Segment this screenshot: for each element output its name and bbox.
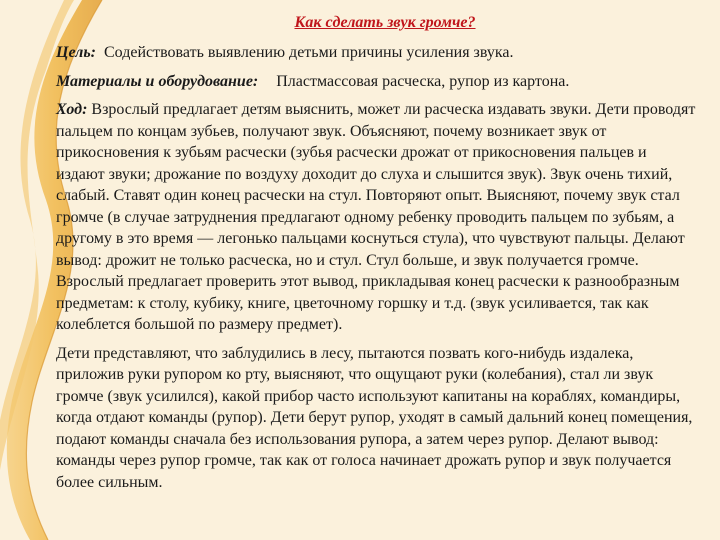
procedure-text: Взрослый предлагает детям выяснить, может ли расческа издавать звуки. Дети проводят пальцем по концам зубьев, получают звук. Объясняют, почему возникает звук от прикосновения к зубьям расчески (зубья расчески дрожат от прикосновения пальцев и издают звуки; дрожание по воздуху доходит до слуха и слышится звук). Звук очень тихий, слабый. Ставят один конец расчески на стул. Повторяют опыт. Выясняют, почему звук стал громче (в случае затруднения предлагают одному ребенку проводить пальцем по зубьям, а другому в это время — легонько пальцами коснуться стула), что чувствуют пальцы. Делают вывод: дрожит не только расческа, но и стул. Стул больше, и звук получается громче. Взрослый предлагает проверить этот вывод, прикладывая конец расчески к разнообразным предметам: к столу, кубику, книге, цветочному горшку и т.д. (звук усиливается, так как колеблется большой по размеру предмет). [56,101,696,333]
goal-text: Содействовать выявлению детьми причины усиления звука. [104,44,514,61]
materials-paragraph [56,71,696,93]
goal-paragraph [56,42,696,64]
document-body [56,14,696,493]
materials-label: Материалы и оборудование: [56,72,259,90]
procedure-label: Ход: [56,101,88,118]
materials-text: Пластмассовая расческа, рупор из картона. [276,72,570,90]
procedure-paragraph [56,99,696,336]
second-paragraph: Дети представляют, что заблудились в лесу, пытаются позвать кого-нибудь издалека, приложив руки рупором ко рту, выясняют, что ощущают руки (колебания), стал ли звук громче (звук усилился), какой прибор часто используют капитаны на кораблях, командиры, когда отдают команды (рупор). Дети берут рупор, уходят в самый дальний конец помещения, подают команды сначала без использования рупора, а затем через рупор. Делают вывод: команды через рупор громче, так как от голоса начинает дрожать рупор и звук получается более сильным. [56,344,693,491]
page-title: Как сделать звук громче? [294,14,476,31]
goal-label: Цель: [56,44,96,61]
